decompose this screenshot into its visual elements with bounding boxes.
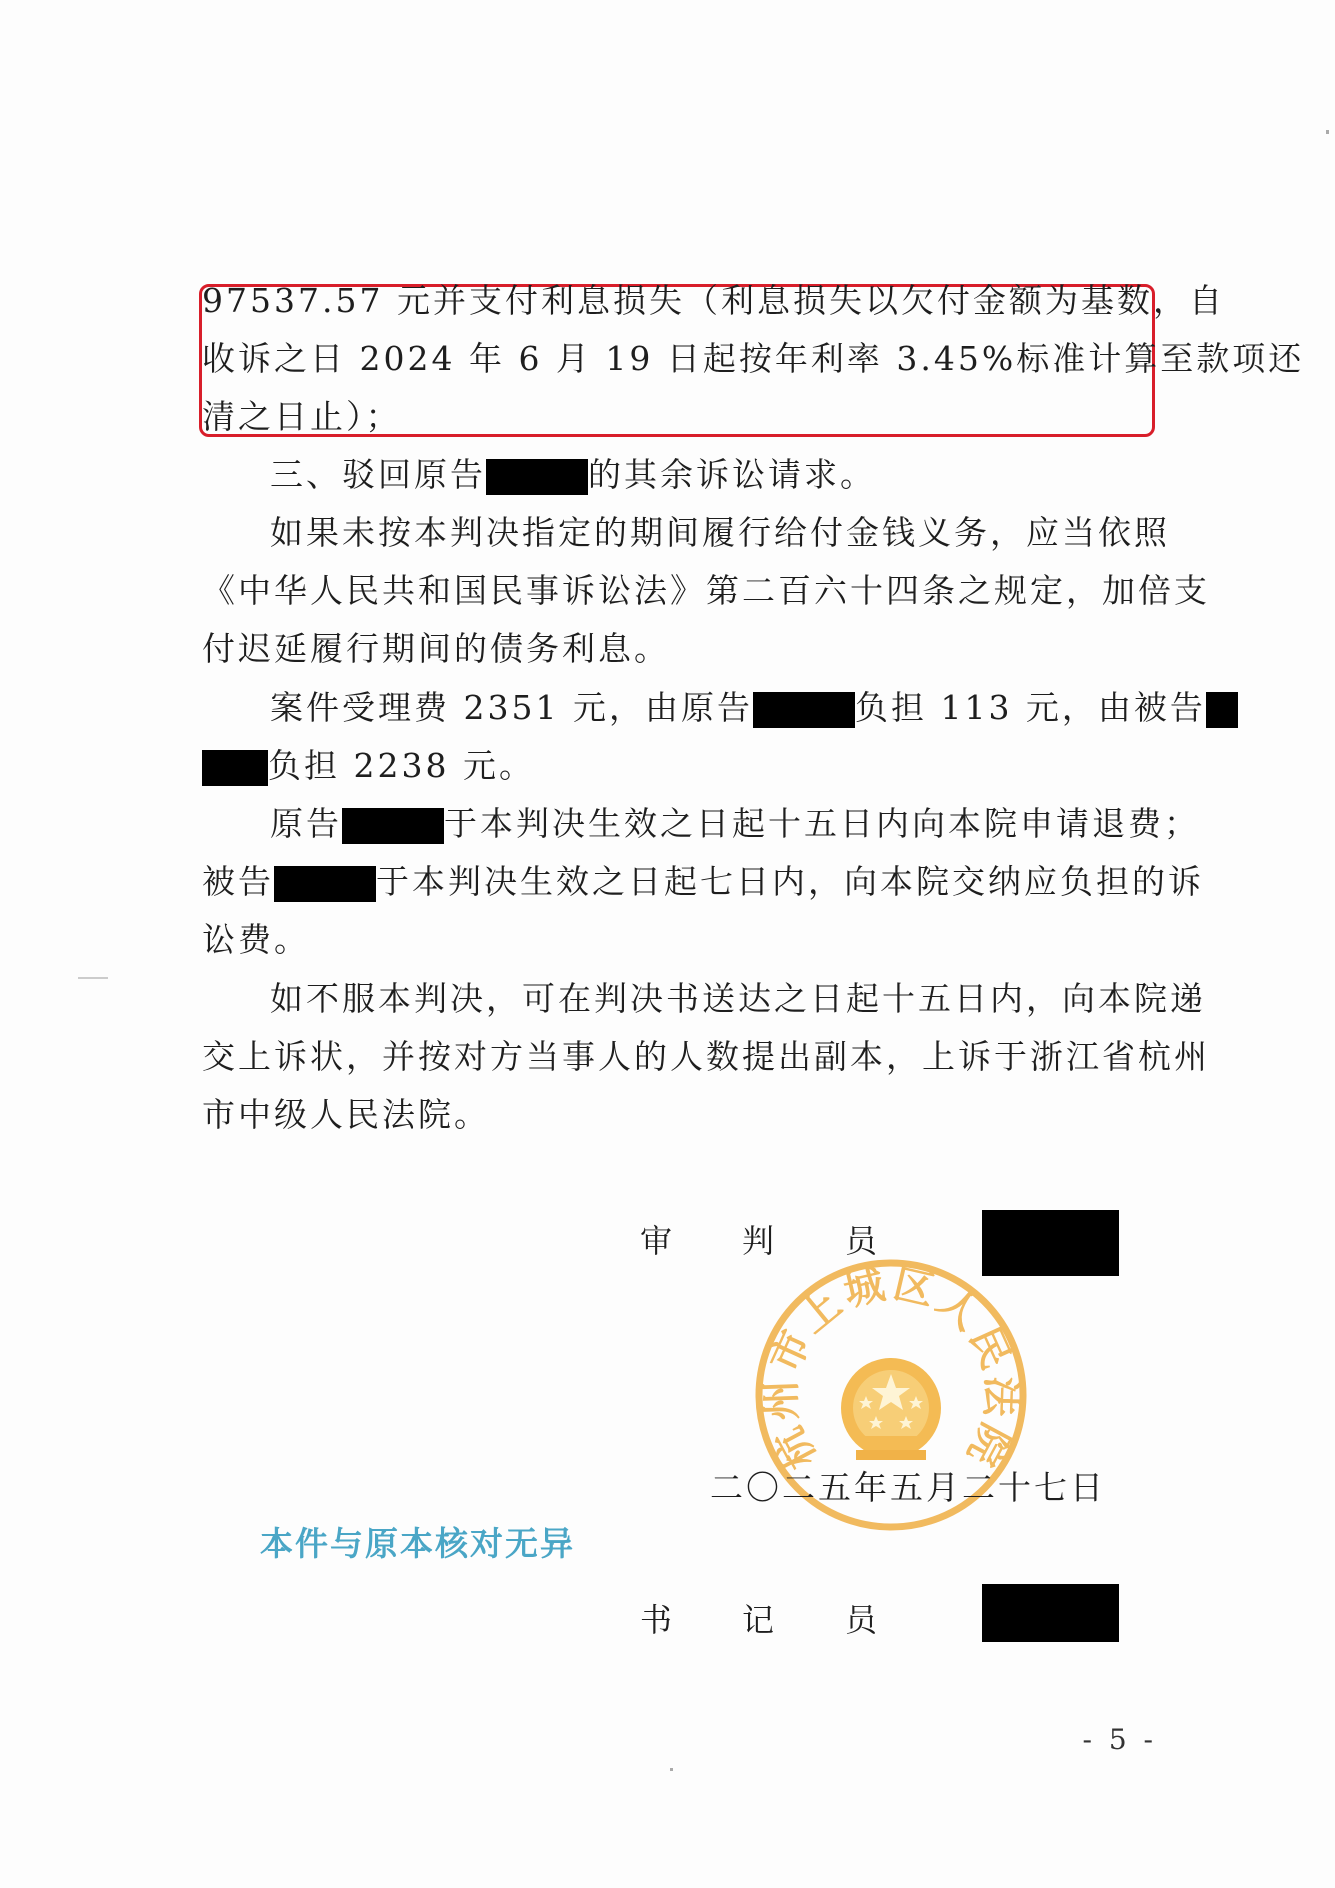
redaction-block xyxy=(1206,692,1238,728)
refund-text-d: 于本判决生效之日起七日内，向本院交纳应负担的诉 xyxy=(376,862,1204,901)
svg-text:杭州市上城区人民法院: 杭州市上城区人民法院 xyxy=(757,1260,1025,1477)
clerk-label-char: 书 xyxy=(640,1601,675,1639)
paragraph-refund-line-1 xyxy=(270,795,1200,853)
paragraph-appeal-line-3: 市中级人民法院。 xyxy=(202,1095,490,1134)
body-line-3: 清之日止）； xyxy=(202,397,402,436)
judge-label-char: 判 xyxy=(742,1222,777,1260)
dismissal-text-after: 的其余诉讼请求。 xyxy=(588,455,876,494)
paragraph-appeal-line-1: 如不服本判决，可在判决书送达之日起十五日内，向本院递 xyxy=(270,979,1206,1018)
paragraph-delay-line-3: 付迟延履行期间的债务利息。 xyxy=(202,629,670,668)
fee-text-b: 负担 113 元，由被告 xyxy=(854,688,1206,727)
judge-label-char: 员 xyxy=(845,1222,880,1260)
clerk-label-char: 记 xyxy=(742,1601,777,1639)
refund-text-c: 被告 xyxy=(202,862,274,901)
paragraph-refund-line-2 xyxy=(202,853,1204,911)
redaction-block xyxy=(274,866,376,902)
clerk-name-redaction xyxy=(982,1584,1119,1642)
scan-speck xyxy=(1326,130,1329,134)
redaction-block xyxy=(486,459,588,495)
paragraph-fee-line-1 xyxy=(270,679,1206,737)
paragraph-refund-line-3: 讼费。 xyxy=(202,920,310,959)
scan-speck xyxy=(78,977,108,979)
verification-stamp: 本件与原本核对无异 xyxy=(260,1524,575,1563)
paragraph-delay-line-2: 《中华人民共和国民事诉讼法》第二百六十四条之规定，加倍支 xyxy=(202,571,1210,610)
paragraph-fee-line-2 xyxy=(202,737,1152,795)
paragraph-appeal-line-2: 交上诉状，并按对方当事人的人数提出副本，上诉于浙江省杭州 xyxy=(202,1037,1210,1076)
judgment-date: 二〇二五年五月二十七日 xyxy=(710,1468,1106,1507)
paragraph-delay-line-1: 如果未按本判决指定的期间履行给付金钱义务，应当依照 xyxy=(270,513,1170,552)
judge-label-char: 审 xyxy=(640,1222,675,1260)
redaction-block xyxy=(342,808,444,844)
dismissal-text-before: 三、驳回原告 xyxy=(270,455,486,494)
redaction-block xyxy=(753,692,855,728)
scan-speck xyxy=(670,1768,673,1771)
body-line-2: 收诉之日 2024 年 6 月 19 日起按年利率 3.45%标准计算至款项还 xyxy=(202,339,1305,378)
redaction-block xyxy=(202,750,268,786)
fee-text-a: 案件受理费 2351 元，由原告 xyxy=(270,688,753,727)
refund-text-a: 原告 xyxy=(270,804,342,843)
page-number: - 5 - xyxy=(1082,1723,1157,1756)
refund-text-b: 于本判决生效之日起十五日内向本院申请退费； xyxy=(444,804,1200,843)
clerk-label-char: 员 xyxy=(845,1601,880,1639)
body-line-1: 97537.57 元并支付利息损失（利息损失以欠付金额为基数，自 xyxy=(202,281,1225,320)
fee-text-c: 负担 2238 元。 xyxy=(268,746,535,785)
paragraph-dismissal xyxy=(270,446,1152,504)
